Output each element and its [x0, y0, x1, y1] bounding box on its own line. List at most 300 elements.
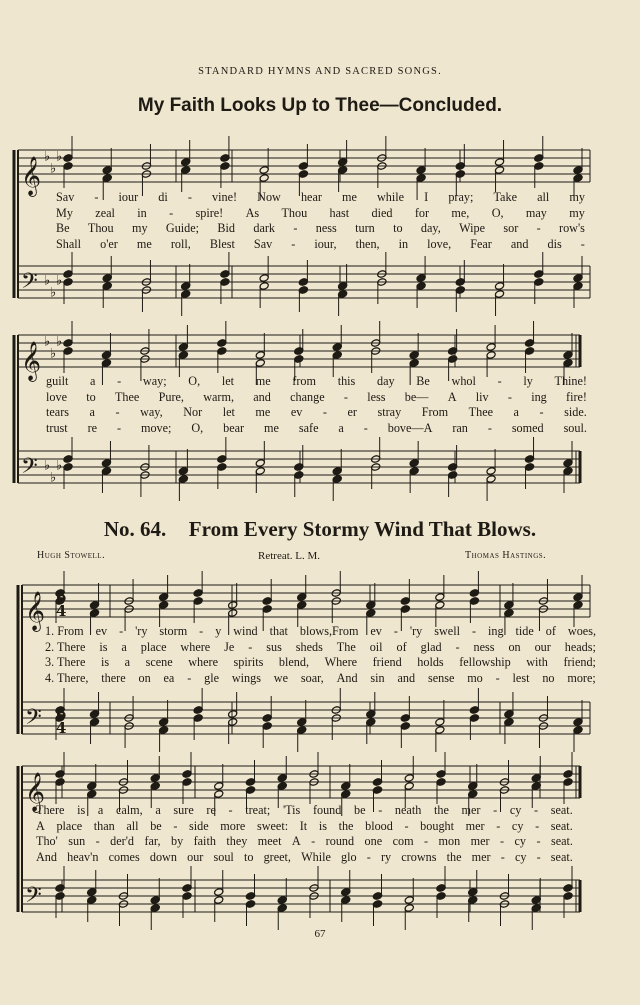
lyric-syllable: mer: [465, 818, 485, 833]
lyric-syllable: Sav: [253, 236, 273, 251]
lyric-syllable: -: [539, 405, 544, 420]
lyric-syllable: O,: [188, 374, 201, 388]
hymn-title: From Every Stormy Wind That Blows.: [188, 517, 537, 541]
lyric-syllable: faith: [193, 834, 216, 849]
lyric-syllable: The: [336, 639, 356, 654]
lyric-syllable: Tho': [36, 834, 58, 849]
lyric-syllable: is: [77, 803, 86, 817]
flat-sign: ♭: [44, 334, 51, 350]
lyric-syllable: mon: [438, 834, 461, 849]
lyric-syllable: bove—A: [387, 420, 433, 435]
lyric-syllable: Thou: [281, 205, 308, 220]
lyric-syllable: far,: [144, 834, 161, 849]
lyric-syllable: seat.: [550, 834, 573, 849]
lyric-syllable: calm,: [115, 803, 143, 817]
lyric-syllable: 'ry: [409, 624, 423, 638]
lyric-syllable: -: [187, 670, 192, 685]
lyric-syllable: me: [136, 236, 152, 251]
lyric-syllable: soar,: [300, 670, 324, 685]
lyric-syllable: o'er: [100, 236, 118, 251]
lyric-syllable: er: [347, 405, 357, 420]
lyric-syllable: Where: [324, 655, 358, 670]
lyric-syllable: row's: [559, 221, 585, 236]
lyric-syllable: woes,: [567, 624, 596, 638]
lyric-syllable: dark: [253, 221, 276, 236]
lyric-syllable: to: [393, 221, 403, 236]
lyric-syllable: sor: [503, 221, 519, 236]
lyric-syllable: -: [393, 624, 398, 638]
lyric-syllable: storm: [159, 624, 188, 638]
bass-clef: 𝄢: [21, 454, 38, 484]
lyric-syllable: -: [311, 834, 316, 849]
lyric-syllable: somed: [511, 420, 544, 435]
lyric-syllable: of: [545, 624, 556, 638]
lyric-syllable: a: [513, 405, 519, 420]
lyric-syllable: sun: [68, 834, 86, 849]
lyric-syllable: -: [187, 190, 192, 204]
lyric-syllable: mer: [470, 834, 490, 849]
lyric-syllable: -: [496, 818, 501, 833]
bass-clef: 𝄢: [21, 269, 38, 299]
lyric-syllable: der'd: [110, 834, 134, 849]
lyric-syllable: mo: [467, 670, 483, 685]
lyric-syllable: Thine!: [554, 374, 587, 388]
flat-sign: ♭: [50, 285, 57, 301]
lyric-syllable: 1. From: [45, 624, 84, 638]
lyric-syllable: my: [569, 190, 585, 204]
lyric-syllable: let: [222, 405, 235, 420]
lyric-syllable: 'ry: [135, 624, 148, 638]
lyric-syllable: Thee: [114, 389, 140, 404]
lyric-syllable: and: [510, 236, 529, 251]
lyric-syllable: -: [424, 834, 429, 849]
lyric-line: [46, 421, 587, 436]
lyric-syllable: -: [169, 205, 174, 220]
lyric-syllable: Take: [493, 190, 517, 204]
lyric-syllable: mer: [471, 849, 491, 864]
lyric-syllable: may: [525, 205, 547, 220]
flat-sign: ♭: [50, 346, 57, 362]
lyric-syllable: Now: [257, 190, 281, 204]
lyric-syllable: A: [291, 834, 301, 849]
lyric-syllable: -: [580, 236, 585, 251]
lyric-syllable: ness: [473, 639, 495, 654]
lyric-syllable: than: [93, 818, 115, 833]
lyric-syllable: on: [138, 670, 151, 685]
lyric-syllable: love: [46, 389, 67, 404]
lyric-syllable: My: [56, 205, 73, 220]
lyric-syllable: y: [215, 624, 222, 638]
lyric-syllable: mer: [461, 803, 481, 817]
lyric-syllable: -: [404, 818, 409, 833]
lyric-syllable: iour,: [314, 236, 337, 251]
lyric-syllable: be—: [404, 389, 429, 404]
flat-sign: ♭: [50, 161, 57, 177]
lyric-syllable: heads;: [564, 639, 596, 654]
lyric-syllable: trust: [46, 420, 68, 435]
lyric-syllable: Pure,: [158, 389, 184, 404]
lyric-syllable: -: [507, 389, 512, 404]
lyric-syllable: of: [396, 639, 407, 654]
lyric-syllable: the: [338, 818, 354, 833]
lyric-syllable: tide: [515, 624, 534, 638]
lyric-syllable: while: [377, 190, 405, 204]
lyric-syllable: for: [414, 205, 430, 220]
lyric-syllable: And: [36, 849, 57, 864]
lyric-syllable: day,: [420, 221, 441, 236]
lyric-syllable: -: [366, 849, 371, 864]
flat-sign: ♭: [56, 334, 63, 350]
lyric-syllable: to: [243, 849, 254, 864]
lyric-syllable: one: [364, 834, 383, 849]
lyric-syllable: all: [537, 190, 550, 204]
lyric-line: [36, 850, 573, 865]
lyric-syllable: me: [342, 190, 357, 204]
lyric-line: [56, 221, 585, 236]
flat-sign: ♭: [50, 470, 57, 486]
lyric-syllable: that: [269, 624, 288, 638]
lyric-syllable: pray;: [448, 190, 474, 204]
lyric-syllable: greet,: [263, 849, 291, 864]
lyric-syllable: we: [273, 670, 289, 685]
lyric-syllable: ea: [163, 670, 175, 685]
lyric-syllable: seat.: [550, 803, 573, 817]
lyric-syllable: day: [376, 374, 395, 388]
lyric-syllable: Be: [416, 374, 430, 388]
lyric-syllable: -: [95, 834, 100, 849]
lyric-syllable: ing: [487, 624, 504, 638]
lyric-syllable: -: [497, 374, 502, 388]
page-number: 67: [314, 928, 326, 940]
lyric-syllable: found: [312, 803, 342, 817]
lyric-syllable: 'Tis: [282, 803, 301, 817]
lyric-syllable: on: [508, 639, 521, 654]
lyric-syllable: is: [99, 639, 108, 654]
lyric-syllable: a: [124, 655, 131, 670]
lyric-syllable: is: [318, 818, 327, 833]
lyric-syllable: -: [116, 420, 122, 435]
lyric-syllable: -: [534, 803, 539, 817]
lyric-syllable: place: [140, 639, 167, 654]
lyric-syllable: seat.: [550, 849, 573, 864]
lyric-syllable: be: [354, 803, 366, 817]
lyric-syllable: turn: [355, 221, 375, 236]
time-signature-digit: 4: [56, 602, 67, 620]
lyric-syllable: safe: [298, 420, 319, 435]
lyric-syllable: our: [534, 639, 551, 654]
lyric-syllable: glo: [341, 849, 357, 864]
lyric-syllable: scene: [145, 655, 173, 670]
lyric-syllable: a: [155, 803, 161, 817]
lyric-syllable: -: [495, 670, 500, 685]
lyric-syllable: crowns: [401, 849, 437, 864]
lyric-syllable: -: [248, 639, 253, 654]
lyric-syllable: move;: [140, 420, 172, 435]
lyric-syllable: hast: [329, 205, 350, 220]
lyric-syllable: friend: [372, 655, 402, 670]
lyric-syllable: there: [101, 670, 126, 685]
lyric-syllable: -: [535, 818, 540, 833]
lyric-syllable: from: [292, 374, 316, 388]
author-credit: Hugh Stowell.: [37, 550, 106, 561]
lyric-syllable: tears: [46, 405, 70, 420]
lyric-syllable: re: [87, 420, 98, 435]
lyric-syllable: way,: [140, 405, 163, 420]
lyric-syllable: soul: [213, 849, 234, 864]
lyric-line: [56, 190, 585, 205]
lyric-line: [36, 819, 573, 834]
lyric-syllable: Bid: [217, 221, 236, 236]
flat-sign: ♭: [56, 273, 63, 289]
lyric-syllable: heav'n: [67, 849, 99, 864]
lyric-syllable: place: [56, 818, 83, 833]
lyric-syllable: -: [293, 221, 298, 236]
treble-clef: 𝄞: [25, 591, 46, 631]
treble-clef: 𝄞: [25, 772, 46, 812]
lyric-syllable: in: [137, 205, 147, 220]
lyric-syllable: spire!: [195, 205, 224, 220]
lyric-syllable: me,: [451, 205, 470, 220]
lyric-syllable: -: [115, 405, 120, 420]
lyric-syllable: Blest: [209, 236, 235, 251]
lyric-syllable: cy: [514, 849, 527, 864]
lyric-syllable: dis: [547, 236, 562, 251]
lyric-syllable: and: [253, 389, 271, 404]
lyric-syllable: round: [325, 834, 355, 849]
lyric-syllable: fellowship: [459, 655, 511, 670]
lyric-syllable: this: [337, 374, 356, 388]
lyric-syllable: a: [338, 420, 344, 435]
lyric-syllable: Guide;: [165, 221, 200, 236]
lyric-syllable: ing: [531, 389, 547, 404]
lyric-syllable: -: [117, 374, 122, 388]
lyric-syllable: meet: [257, 834, 282, 849]
hymn-number: No. 64.: [103, 517, 167, 541]
lyric-line: [46, 405, 587, 420]
lyric-line: [56, 237, 585, 252]
time-signature-digit: 4: [56, 719, 67, 737]
lyric-syllable: holds: [417, 655, 444, 670]
lyric-syllable: me: [255, 374, 271, 388]
lyric-syllable: a: [90, 374, 96, 388]
lyric-syllable: seat.: [550, 818, 573, 833]
lyric-syllable: -: [322, 405, 327, 420]
lyric-syllable: they: [226, 834, 248, 849]
lyric-syllable: A: [36, 818, 45, 833]
lyric-syllable: -: [199, 624, 204, 638]
lyric-syllable: wings: [231, 670, 261, 685]
lyric-syllable: ness: [315, 221, 337, 236]
lyric-syllable: O,: [191, 420, 204, 435]
flat-sign: ♭: [56, 149, 63, 165]
lyric-syllable: Thou: [87, 221, 114, 236]
lyric-syllable: a: [89, 405, 95, 420]
lyric-syllable: comes: [108, 849, 140, 864]
lyric-syllable: my: [131, 221, 148, 236]
flat-sign: ♭: [44, 458, 51, 474]
lyric-syllable: -: [536, 221, 541, 236]
lyric-syllable: by: [170, 834, 184, 849]
lyric-syllable: -: [536, 834, 541, 849]
lyric-syllable: sure: [173, 803, 194, 817]
lyric-syllable: Wipe: [459, 221, 486, 236]
lyric-syllable: where: [180, 639, 211, 654]
lyric-syllable: A: [447, 389, 457, 404]
lyric-syllable: cy: [509, 803, 522, 817]
lyric-syllable: no: [542, 670, 555, 685]
lyric-line: [45, 640, 596, 655]
lyric-syllable: ry: [380, 849, 392, 864]
lyric-syllable: change: [290, 389, 325, 404]
lyric-syllable: roll,: [170, 236, 191, 251]
lyric-syllable: As: [245, 205, 260, 220]
flat-sign: ♭: [44, 273, 51, 289]
lyric-syllable: soul.: [563, 420, 587, 435]
lyric-syllable: me: [264, 420, 279, 435]
lyric-syllable: zeal: [95, 205, 115, 220]
lyric-syllable: -: [536, 849, 541, 864]
lyric-syllable: -: [455, 639, 460, 654]
lyric-syllable: the: [446, 849, 462, 864]
lyric-syllable: oil: [369, 639, 383, 654]
composer-credit: Thomas Hastings.: [465, 550, 547, 561]
lyric-syllable: neath: [394, 803, 422, 817]
bass-clef: 𝄢: [25, 705, 42, 735]
lyric-syllable: ev: [290, 405, 303, 420]
lyric-line: [45, 655, 596, 670]
lyric-syllable: love,: [427, 236, 452, 251]
time-signature-digit: 6: [56, 588, 67, 606]
lyric-syllable: a: [121, 639, 127, 654]
lyric-syllable: a: [97, 803, 104, 817]
lyric-syllable: cy: [511, 818, 524, 833]
lyric-syllable: com: [392, 834, 414, 849]
lyric-syllable: ly: [523, 374, 533, 388]
lyric-syllable: -: [378, 803, 383, 817]
lyric-syllable: all: [126, 818, 139, 833]
lyric-syllable: ran: [452, 420, 468, 435]
lyric-syllable: liv: [475, 389, 489, 404]
lyric-syllable: and: [397, 670, 416, 685]
lyric-syllable: side.: [564, 405, 587, 420]
lyric-syllable: spirits: [233, 655, 264, 670]
lyric-syllable: bought: [420, 818, 455, 833]
lyric-syllable: It: [299, 818, 308, 833]
lyric-syllable: down: [149, 849, 177, 864]
lyric-syllable: the: [433, 803, 449, 817]
lyric-line: [46, 374, 587, 389]
lyric-line: [46, 390, 587, 405]
lyric-line: [36, 834, 573, 849]
lyric-syllable: -: [471, 624, 476, 638]
lyric-syllable: died: [371, 205, 393, 220]
lyric-syllable: friend;: [563, 655, 596, 670]
lyric-syllable: blend,: [278, 655, 310, 670]
lyric-syllable: 4. There,: [45, 670, 89, 685]
flat-sign: ♭: [56, 458, 63, 474]
lyric-syllable: cy: [514, 834, 527, 849]
lyric-syllable: Fear: [470, 236, 492, 251]
lyric-syllable: -: [500, 834, 505, 849]
lyric-syllable: -: [173, 818, 178, 833]
lyric-syllable: blows,From: [299, 624, 359, 638]
lyric-syllable: -: [500, 849, 505, 864]
bass-clef: 𝄢: [25, 883, 42, 913]
lyric-syllable: bear: [223, 420, 245, 435]
lyric-syllable: whol: [451, 374, 476, 388]
treble-clef: 𝄞: [21, 156, 42, 196]
lyric-syllable: side: [189, 818, 209, 833]
lyric-syllable: 2. There: [45, 639, 86, 654]
lyric-syllable: is: [100, 655, 110, 670]
lyric-syllable: vine!: [212, 190, 238, 204]
flat-sign: ♭: [44, 149, 51, 165]
tune-credit: Retreat. L. M.: [258, 550, 321, 562]
lyric-syllable: From: [421, 405, 449, 420]
lyric-syllable: -: [493, 803, 498, 817]
lyric-syllable: let: [221, 374, 235, 388]
lyric-syllable: blood: [365, 818, 393, 833]
lyric-syllable: stray: [377, 405, 402, 420]
lyric-syllable: sense: [427, 670, 455, 685]
lyric-syllable: gle: [204, 670, 219, 685]
lyric-syllable: di: [158, 190, 168, 204]
lyric-syllable: swell: [434, 624, 460, 638]
lyric-syllable: While: [301, 849, 331, 864]
lyric-syllable: Thee: [468, 405, 494, 420]
lyric-syllable: more: [220, 818, 246, 833]
lyric-syllable: -: [119, 624, 124, 638]
lyric-syllable: me: [255, 405, 271, 420]
lyric-syllable: And: [336, 670, 358, 685]
lyric-line: [45, 624, 596, 639]
lyric-syllable: Sav: [56, 190, 75, 204]
lyric-syllable: sin: [370, 670, 385, 685]
lyric-syllable: Je: [224, 639, 235, 654]
time-signature-digit: 6: [56, 705, 67, 723]
lyric-syllable: Nor: [183, 405, 203, 420]
lyric-syllable: There: [36, 803, 65, 817]
lyric-syllable: with: [526, 655, 548, 670]
lyric-syllable: where: [188, 655, 218, 670]
lyric-syllable: sweet:: [256, 818, 289, 833]
lyric-syllable: be: [150, 818, 162, 833]
lyric-syllable: sus: [266, 639, 282, 654]
hymn-title: My Faith Looks Up to Thee—Concluded.: [137, 95, 503, 116]
lyric-syllable: to: [86, 389, 96, 404]
lyric-syllable: -: [94, 190, 99, 204]
lyric-syllable: hear: [300, 190, 322, 204]
lyric-syllable: ev: [95, 624, 108, 638]
lyric-line: [56, 206, 585, 221]
lyric-syllable: way;: [142, 374, 167, 388]
lyric-syllable: fire!: [566, 389, 587, 404]
lyric-syllable: lest: [512, 670, 530, 685]
lyric-syllable: re: [206, 803, 216, 817]
lyric-syllable: -: [228, 803, 233, 817]
lyric-line: [45, 671, 596, 686]
lyric-syllable: less: [367, 389, 386, 404]
treble-clef: 𝄞: [21, 341, 42, 381]
lyric-syllable: wind: [233, 624, 258, 638]
running-head: STANDARD HYMNS AND SACRED SONGS.: [198, 66, 442, 77]
lyric-syllable: sheds: [295, 639, 323, 654]
lyric-syllable: O,: [491, 205, 504, 220]
lyric-syllable: our: [187, 849, 204, 864]
lyric-syllable: -: [363, 420, 368, 435]
lyric-syllable: guilt: [46, 374, 69, 388]
lyric-syllable: more;: [567, 670, 596, 685]
